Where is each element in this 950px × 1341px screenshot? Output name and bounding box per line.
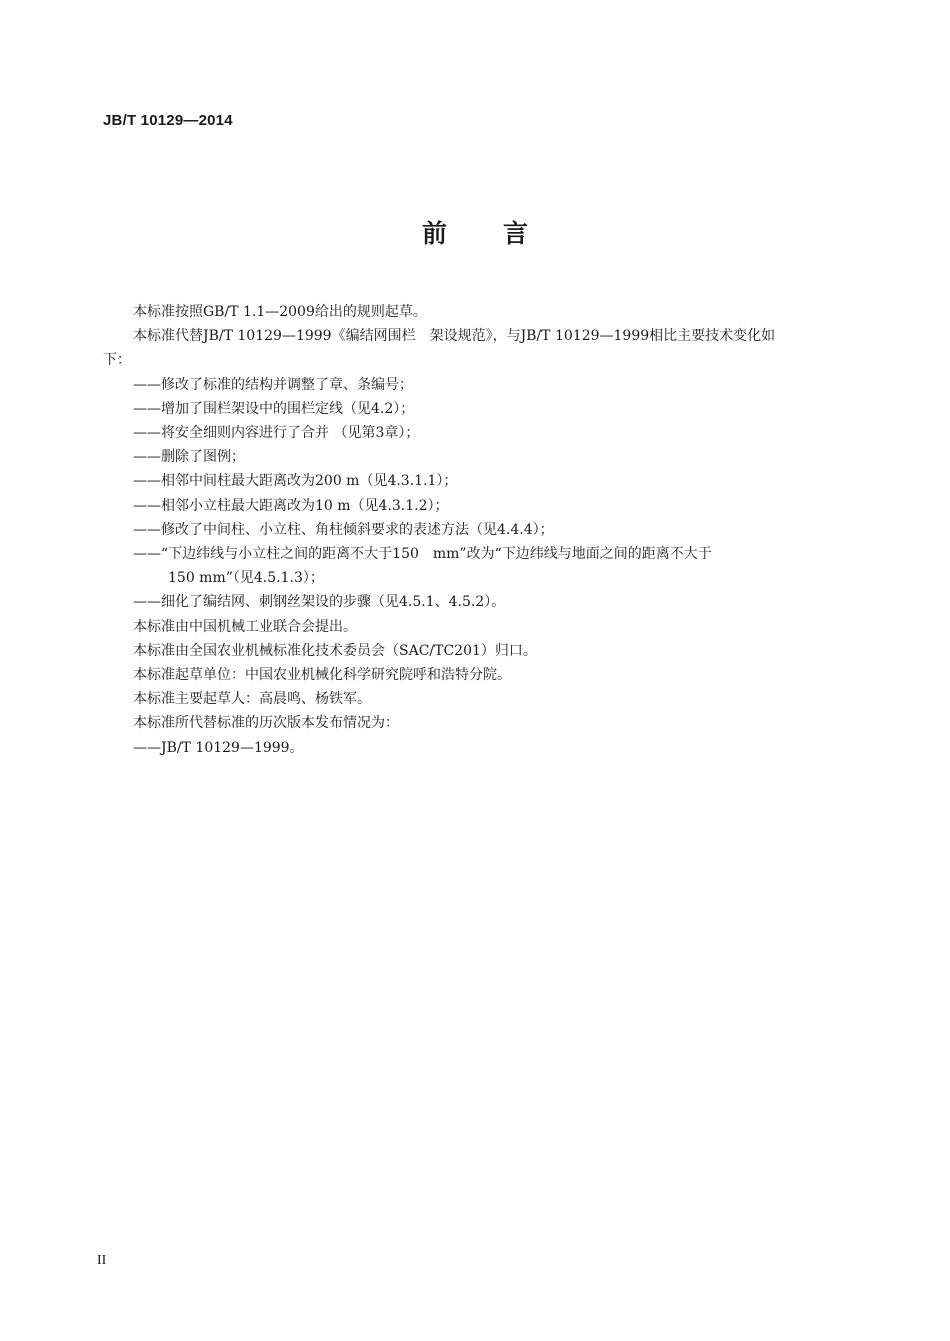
page-title <box>0 214 950 250</box>
paragraph-drafters: 本标准主要起草人：高晨鸣、杨铁军。 <box>133 691 371 708</box>
change-item-continuation: 150 mm”（见4.5.1.3）； <box>168 570 324 587</box>
paragraph-administered-by: 本标准由全国农业机械标准化技术委员会（SAC/TC201）归口。 <box>133 642 537 659</box>
change-item: ——删除了图例； <box>133 449 245 466</box>
paragraph-history-intro: 本标准所代替标准的历次版本发布情况为： <box>133 715 399 732</box>
standard-code: JB/T 10129—2014 <box>103 112 233 129</box>
history-item: ——JB/T 10129—1999。 <box>133 739 304 756</box>
paragraph-replacement-line1: 本标准代替JB/T 10129—1999《编结网围栏 架设规范》，与JB/T 10129—1999相比主要技术变化如 <box>133 328 776 345</box>
change-item: ——相邻小立柱最大距离改为10 m（见4.3.1.2）； <box>133 497 449 514</box>
page-number: II <box>97 1253 107 1268</box>
paragraph-replacement-line2: 下： <box>103 352 131 369</box>
change-item: ——将安全细则内容进行了合并 （见第3章）； <box>133 425 420 442</box>
paragraph-drafting-rule: 本标准按照GB/T 1.1—2009给出的规则起草。 <box>133 304 427 320</box>
foreword-body <box>103 300 853 760</box>
change-item: ——修改了标准的结构并调整了章、条编号； <box>133 376 413 393</box>
change-item: ——细化了编结网、刺钢丝架设的步骤（见4.5.1、4.5.2）。 <box>133 594 506 611</box>
paragraph-proposed-by: 本标准由中国机械工业联合会提出。 <box>133 618 357 635</box>
title-char-1: 前 <box>421 219 447 248</box>
change-item: ——增加了围栏架设中的围栏定线（见4.2）； <box>133 400 415 417</box>
change-item: ——修改了中间柱、小立柱、角柱倾斜要求的表述方法（见4.4.4）； <box>133 521 554 538</box>
paragraph-drafting-unit: 本标准起草单位：中国农业机械化科学研究院呼和浩特分院。 <box>133 667 511 684</box>
change-item: ——相邻中间柱最大距离改为200 m（见4.3.1.1）； <box>133 473 458 490</box>
change-item: ——“下边纬线与小立柱之间的距离不大于150 mm”改为“下边纬线与地面之间的距离不大于 <box>133 546 712 563</box>
title-char-2: 言 <box>503 219 529 248</box>
